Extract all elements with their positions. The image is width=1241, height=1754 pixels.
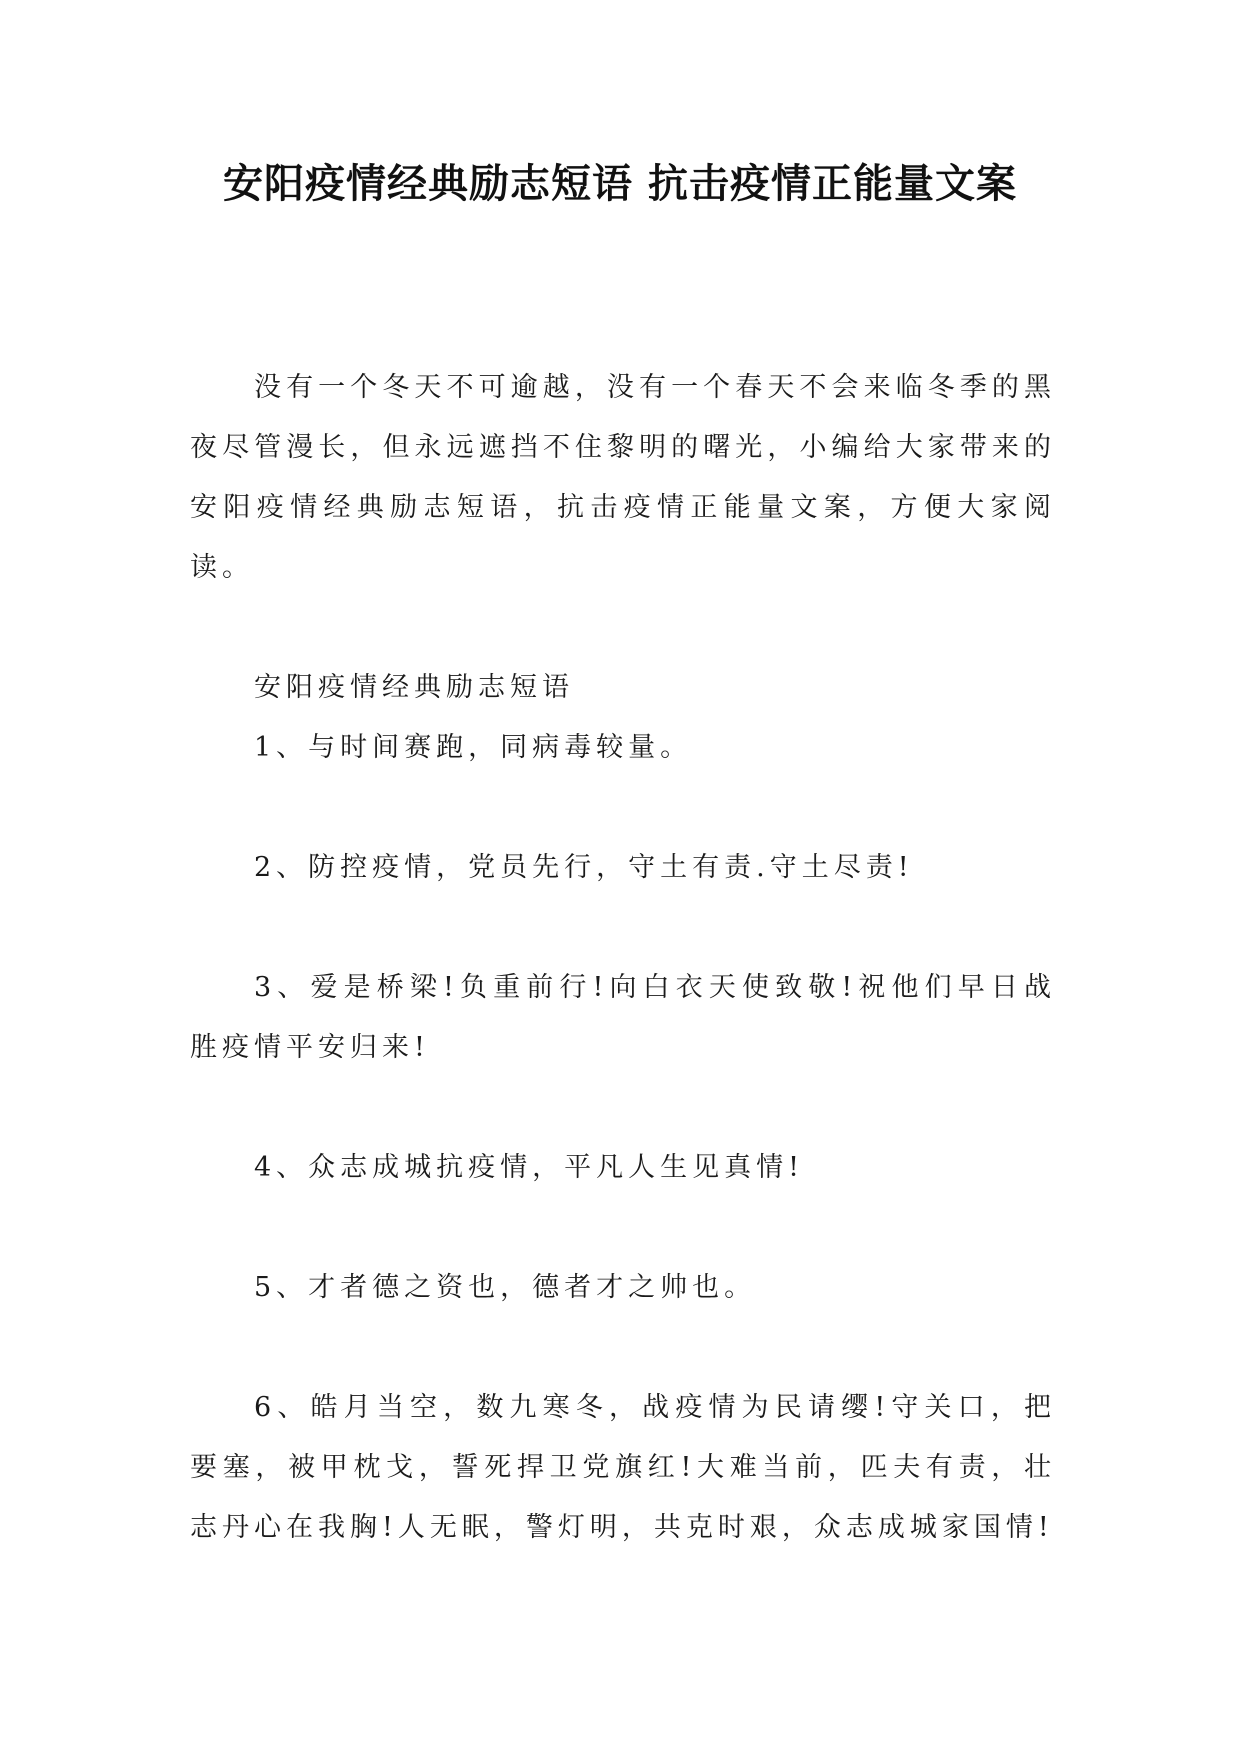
intro-paragraph: 没有一个冬天不可逾越，没有一个春天不会来临冬季的黑夜尽管漫长，但永远遮挡不住黎明的曙光，小编给大家带来的安阳疫情经典励志短语，抗击疫情正能量文案，方便大家阅读。 xyxy=(190,372,1056,583)
section-heading: 安阳疫情经典励志短语 xyxy=(254,672,574,703)
document-body xyxy=(190,358,1056,1558)
list-item: 3、爱是桥梁!负重前行!向白衣天使致敬!祝他们早日战胜疫情平安归来! xyxy=(190,972,1056,1063)
list-item: 5、才者德之资也，德者才之帅也。 xyxy=(254,1272,757,1303)
list-item: 2、防控疫情，党员先行，守土有责.守土尽责! xyxy=(254,852,914,883)
list-item: 4、众志成城抗疫情，平凡人生见真情! xyxy=(254,1152,805,1183)
list-item: 1、与时间赛跑，同病毒较量。 xyxy=(254,732,693,763)
document-title: 安阳疫情经典励志短语 抗击疫情正能量文案 xyxy=(223,161,1017,207)
list-item: 6、皓月当空，数九寒冬，战疫情为民请缨!守关口，把要塞，被甲枕戈，誓死捍卫党旗红!大难当前，匹夫有责，壮志丹心在我胸!人无眠，警灯明，共克时艰，众志成城家国情! xyxy=(190,1392,1056,1543)
